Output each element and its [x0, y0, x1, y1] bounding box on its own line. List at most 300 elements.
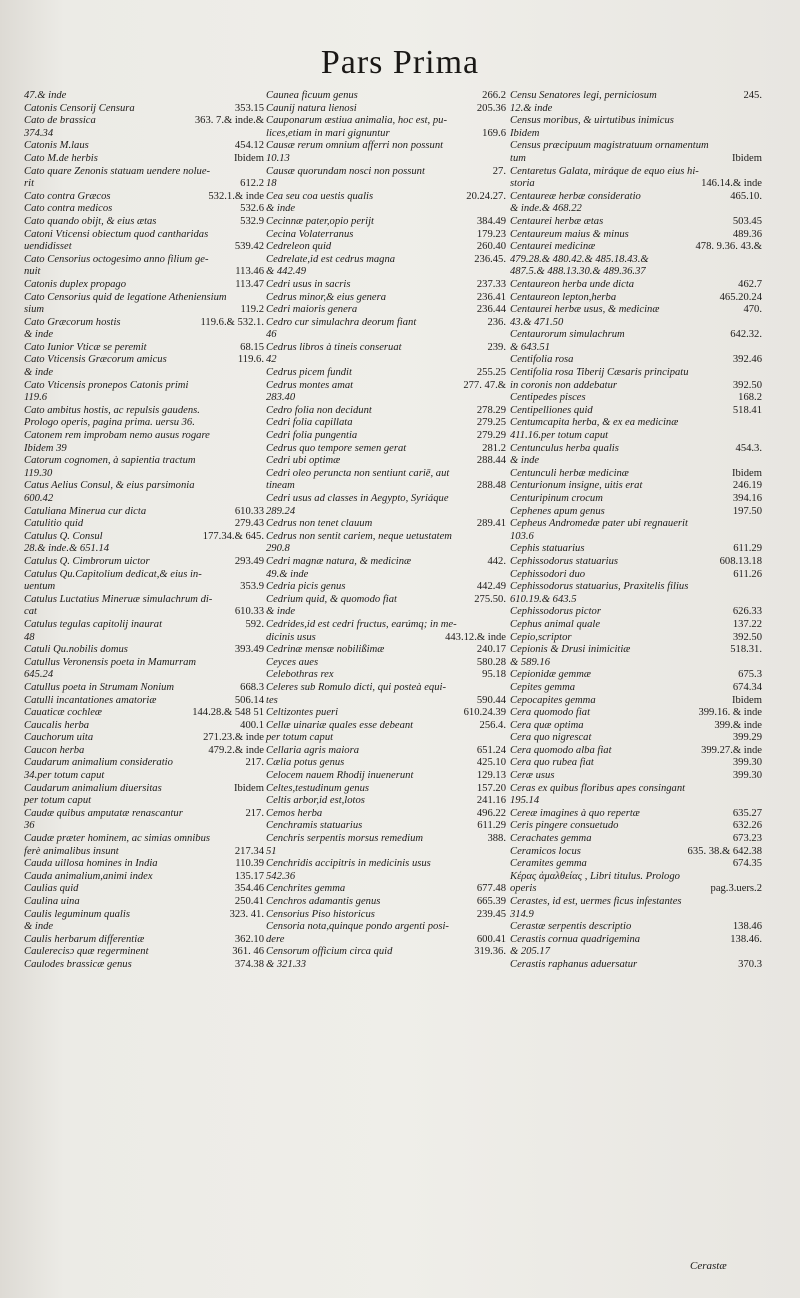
entry-term: & inde	[24, 367, 54, 379]
index-entry	[510, 392, 762, 405]
index-entry	[266, 241, 506, 254]
entry-reference: 592.	[245, 618, 264, 630]
entry-reference: 465.10.	[730, 190, 762, 202]
entry-term: Cato quando obijt, & eius ætas	[24, 215, 157, 227]
entry-term: & inde	[510, 455, 540, 467]
entry-term: Catulus tegulas capitolij inaurat	[24, 618, 163, 630]
index-entry	[266, 883, 506, 896]
entry-term: & inde	[24, 329, 54, 341]
entry-term: Cea seu coa uestis qualis	[266, 190, 374, 202]
entry-term: 314.9	[510, 908, 534, 920]
entry-term: Cedria picis genus	[266, 581, 346, 593]
index-entry	[24, 279, 264, 292]
index-entry	[24, 128, 264, 141]
index-entry	[24, 632, 264, 645]
entry-term: Censu Senatores legi, perniciosum	[510, 90, 657, 101]
entry-reference: Ibidem	[731, 467, 762, 479]
index-entry	[24, 644, 264, 657]
index-entry	[266, 657, 506, 670]
entry-term: & 442.49	[266, 266, 307, 278]
entry-reference: 250.41	[234, 896, 264, 907]
index-entry	[24, 820, 264, 833]
index-entry	[266, 279, 506, 292]
index-entry	[266, 934, 506, 947]
index-entry	[24, 292, 264, 305]
entry-term: tum	[510, 152, 526, 164]
entry-term: Cedrus minor,& eius genera	[266, 291, 387, 303]
index-entry	[510, 229, 762, 242]
entry-term: 46	[266, 329, 277, 341]
entry-term: Ceris pingere consuetudo	[510, 820, 619, 832]
entry-reference: 665.39	[476, 896, 506, 907]
entry-term: Cato Censorius quid de legatione Atheniensium	[24, 291, 227, 303]
entry-term: lices,etiam in mari gignuntur	[266, 127, 390, 139]
index-entry	[24, 342, 264, 355]
index-entry	[266, 820, 506, 833]
index-entry	[24, 770, 264, 783]
entry-reference: 135.17	[234, 870, 264, 882]
entry-term: 42	[266, 354, 277, 366]
entry-reference: 237.33	[476, 278, 506, 290]
index-entry	[24, 531, 264, 544]
index-entry	[266, 745, 506, 758]
entry-term: Cauaticæ cochleæ	[24, 707, 102, 719]
entry-term: Centunculus herba qualis	[510, 442, 619, 454]
index-entry	[266, 946, 506, 959]
entry-term: Celtis arbor,id est,lotos	[266, 795, 365, 807]
index-entry	[24, 178, 264, 191]
entry-reference: 425.10	[476, 757, 506, 769]
index-entry	[24, 153, 264, 166]
entry-term: Cerastis cornua quadrigemina	[510, 933, 641, 945]
entry-reference: 275.50.	[474, 593, 506, 605]
index-entry	[266, 367, 506, 380]
index-entry	[24, 732, 264, 745]
index-entry	[510, 619, 762, 632]
index-entry	[266, 846, 506, 859]
index-entry	[510, 480, 762, 493]
index-entry	[24, 569, 264, 582]
entry-term: per totum caput	[24, 795, 92, 807]
index-entry	[24, 795, 264, 808]
entry-term: Cauda animalium,animi index	[24, 870, 153, 882]
entry-reference: 281.2	[482, 442, 506, 454]
index-entry	[510, 569, 762, 582]
entry-reference: 319.36.	[474, 946, 506, 958]
index-entry	[24, 556, 264, 569]
entry-reference: 256.4.	[479, 719, 506, 731]
entry-term: Cepionidæ gemmæ	[510, 669, 591, 681]
entry-reference: 610.33	[234, 505, 264, 517]
entry-term: Cepio,scriptor	[510, 631, 572, 643]
entry-term: Celeres sub Romulo dicti, qui posteà equi-	[266, 681, 446, 693]
entry-term: Catulus Qu.Capitolium dedicat,& eius in-	[24, 568, 202, 580]
entry-term: Celtes,testudinum genus	[266, 782, 369, 794]
entry-term: Catonem rem improbam nemo ausus rogare	[24, 430, 210, 442]
entry-reference: 169.6	[482, 127, 506, 139]
index-entry	[266, 896, 506, 909]
index-entry	[24, 266, 264, 279]
index-entry	[510, 405, 762, 418]
entry-term: Catulli incantationes amatoriæ	[24, 694, 157, 706]
index-entry	[266, 128, 506, 141]
entry-reference: 157.20	[476, 782, 506, 794]
entry-term: Cedrelate,id est cedrus magna	[266, 253, 396, 265]
index-entry	[510, 216, 762, 229]
index-entry	[24, 140, 264, 153]
index-entry	[24, 203, 264, 216]
entry-term: 600.42	[24, 493, 54, 504]
entry-reference: 392.46	[732, 354, 762, 366]
entry-reference: 470.	[743, 304, 762, 316]
index-entry	[510, 833, 762, 846]
index-entry	[266, 543, 506, 556]
entry-reference: 462.7	[738, 278, 762, 290]
index-entry	[24, 946, 264, 959]
entry-term: Cedri magnæ natura, & medicinæ	[266, 555, 412, 567]
index-entry	[266, 682, 506, 695]
entry-term: Cepites gemma	[510, 681, 576, 693]
entry-reference: 266.2	[482, 90, 506, 101]
index-entry	[266, 783, 506, 796]
entry-term: Centurionum insigne, uitis erat	[510, 480, 643, 492]
entry-reference: 278.29	[476, 404, 506, 416]
index-entry	[24, 430, 264, 443]
entry-reference: 392.50	[732, 631, 762, 643]
entry-term: Catoni Vticensi obiectum quod cantharidas	[24, 228, 209, 240]
index-entry	[510, 342, 762, 355]
entry-term: dicinis usus	[266, 631, 316, 643]
entry-reference: 642.32.	[730, 329, 762, 341]
entry-reference: 673.23	[732, 833, 762, 845]
index-entry	[266, 808, 506, 821]
index-entry	[510, 946, 762, 959]
entry-term: Κέρας ἀμαλθείας , Libri titulus. Prologo	[510, 870, 680, 882]
index-entry	[24, 417, 264, 430]
index-entry	[266, 606, 506, 619]
entry-term: 43.& 471.50	[510, 316, 564, 328]
entry-reference: 532.9	[240, 215, 264, 227]
entry-term: Cera quæ optima	[510, 719, 584, 731]
entry-reference: 399.30	[732, 770, 762, 782]
entry-reference: 399.29	[732, 732, 762, 744]
entry-reference: 580.28	[476, 656, 506, 668]
index-entry	[266, 430, 506, 443]
entry-term: Cephus animal quale	[510, 618, 601, 630]
index-entry	[266, 695, 506, 708]
entry-term: Cato Vticensis Græcorum amicus	[24, 354, 167, 366]
entry-reference: 260.40	[476, 241, 506, 253]
entry-term: 18	[266, 178, 277, 190]
entry-term: Catulus Q. Cimbrorum uictor	[24, 555, 150, 567]
entry-term: 610.19.& 643.5	[510, 593, 577, 605]
index-entry	[266, 632, 506, 645]
entry-term: & 589.16	[510, 656, 551, 668]
entry-term: Cera quo nigrescat	[510, 732, 592, 744]
index-entry	[266, 506, 506, 519]
entry-term: Ceyces aues	[266, 656, 319, 668]
index-entry	[510, 745, 762, 758]
entry-term: Prologo operis, pagina prima. uersu 36.	[24, 417, 195, 429]
entry-term: Cedri oleo peruncta non sentiunt cariē, aut	[266, 467, 450, 479]
entry-reference: 374.38	[234, 958, 264, 970]
entry-reference: 361. 46	[232, 946, 264, 958]
index-entry	[24, 229, 264, 242]
index-entry	[510, 329, 762, 342]
index-entry	[266, 569, 506, 582]
entry-term: Cedrium quid, & quomodo fiat	[266, 593, 397, 605]
entry-term: Centaureum maius & minus	[510, 228, 629, 240]
index-entry	[510, 417, 762, 430]
entry-term: Ibidem	[510, 127, 540, 139]
index-entry	[24, 254, 264, 267]
entry-reference: 532.1.& inde	[208, 190, 264, 202]
index-entry	[24, 934, 264, 947]
entry-reference: 138.46	[732, 921, 762, 933]
index-entry	[24, 833, 264, 846]
entry-reference: Ibidem	[731, 152, 762, 164]
entry-term: Ceræ usus	[510, 770, 555, 782]
entry-term: Censoria nota,quinque pondo argenti posi-	[266, 921, 449, 933]
index-entry	[266, 581, 506, 594]
entry-reference: 289.41	[476, 518, 506, 530]
index-entry	[510, 266, 762, 279]
entry-term: Cedrus montes amat	[266, 379, 354, 391]
entry-reference: 442.	[487, 555, 506, 567]
index-column-3	[510, 90, 762, 972]
entry-term: & inde	[266, 606, 296, 618]
index-entry	[266, 317, 506, 330]
entry-reference: 240.17	[476, 644, 506, 656]
entry-term: Centaureon lepton,herba	[510, 291, 617, 303]
entry-reference: 239.45	[476, 908, 506, 920]
entry-term: Cato quare Zenonis statuam uendere nolue-	[24, 165, 211, 177]
index-entry	[510, 921, 762, 934]
index-entry	[510, 556, 762, 569]
entry-reference: 496.22	[476, 807, 506, 819]
index-entry	[24, 329, 264, 342]
entry-term: Caulis herbarum differentiæ	[24, 933, 145, 945]
entry-term: tes	[266, 694, 278, 706]
entry-term: 10.13	[266, 152, 290, 164]
index-entry	[266, 140, 506, 153]
index-entry	[510, 858, 762, 871]
index-entry	[510, 166, 762, 179]
index-entry	[510, 543, 762, 556]
entry-term: Cauchorum uita	[24, 732, 94, 744]
index-entry	[24, 367, 264, 380]
entry-reference: 245.	[743, 90, 762, 101]
index-entry	[510, 883, 762, 896]
entry-reference: 506.14	[234, 694, 264, 706]
entry-reference: 197.50	[732, 505, 762, 517]
index-entry	[266, 468, 506, 481]
entry-reference: 205.36	[476, 102, 506, 114]
entry-term: Centaureon herba unde dicta	[510, 278, 635, 290]
entry-reference: 246.19	[732, 480, 762, 492]
entry-reference: 129.13	[476, 770, 506, 782]
index-entry	[24, 896, 264, 909]
index-entry	[24, 493, 264, 506]
entry-reference: 674.34	[732, 681, 762, 693]
index-entry	[510, 115, 762, 128]
entry-reference: 651.24	[476, 744, 506, 756]
entry-term: Centaurorum simulachrum	[510, 329, 625, 341]
entry-term: Cephissodori duo	[510, 568, 586, 580]
entry-reference: 388.	[487, 833, 506, 845]
entry-term: 28.& inde.& 651.14	[24, 543, 110, 555]
entry-term: Cecinnæ pater,opio perijt	[266, 215, 374, 227]
entry-term: 195.14	[510, 795, 540, 807]
entry-term: Centaurei herbæ usus, & medicinæ	[510, 304, 660, 316]
entry-reference: 635. 38.& 642.38	[687, 845, 762, 857]
entry-term: Cedro cur simulachra deorum fiant	[266, 316, 417, 328]
index-entry	[24, 354, 264, 367]
entry-reference: 168.2	[738, 392, 762, 404]
index-entry	[266, 795, 506, 808]
index-entry	[24, 669, 264, 682]
index-entry	[510, 808, 762, 821]
entry-reference: 489.36	[732, 228, 762, 240]
index-entry	[510, 820, 762, 833]
index-entry	[510, 367, 762, 380]
index-entry	[510, 317, 762, 330]
index-entry	[24, 506, 264, 519]
index-entry	[24, 808, 264, 821]
entry-term: Cedrus non tenet clauum	[266, 518, 373, 530]
entry-reference: 611.29	[477, 820, 506, 832]
index-entry	[510, 153, 762, 166]
entry-reference: 239.	[487, 341, 506, 353]
entry-term: per totum caput	[266, 732, 334, 744]
index-entry	[266, 921, 506, 934]
entry-term: Census præcipuum magistratuum ornamentum	[510, 140, 709, 152]
entry-reference: 179.23	[476, 228, 506, 240]
entry-reference: 323. 41.	[229, 908, 264, 920]
index-entry	[24, 619, 264, 632]
index-entry	[266, 480, 506, 493]
index-entry	[24, 216, 264, 229]
entry-reference: 399.30	[732, 757, 762, 769]
entry-term: Catuliana Minerua cur dicta	[24, 505, 147, 517]
entry-term: & 321.33	[266, 958, 307, 970]
entry-term: Centaurei medicinæ	[510, 241, 596, 253]
index-entry	[266, 493, 506, 506]
index-entry	[266, 191, 506, 204]
entry-term: 119.30	[24, 467, 53, 479]
index-entry	[266, 619, 506, 632]
entry-term: 34.per totum caput	[24, 770, 105, 782]
entry-reference: Ibidem	[731, 694, 762, 706]
entry-term: 49.& inde	[266, 568, 309, 580]
index-entry	[266, 380, 506, 393]
entry-term: 290.8	[266, 543, 290, 555]
entry-reference: 110.39	[235, 858, 264, 870]
index-entry	[510, 380, 762, 393]
entry-term: Cedri usus in sacris	[266, 278, 351, 290]
entry-reference: pag.3.uers.2	[710, 883, 762, 895]
page-title: Pars Prima	[320, 44, 480, 81]
index-entry	[510, 732, 762, 745]
index-entry	[510, 682, 762, 695]
index-entry	[510, 795, 762, 808]
entry-term: & inde.& 468.22	[510, 203, 582, 215]
entry-term: Cera quomodo fiat	[510, 707, 591, 719]
index-entry	[266, 443, 506, 456]
index-entry	[24, 543, 264, 556]
entry-term: Ibidem 39	[24, 442, 67, 454]
index-entry	[510, 846, 762, 859]
index-entry	[24, 581, 264, 594]
index-entry	[24, 191, 264, 204]
index-entry	[24, 657, 264, 670]
index-entry	[266, 518, 506, 531]
entry-term: Celocem nauem Rhodij inuenerunt	[266, 770, 414, 782]
entry-reference: 95.18	[482, 669, 506, 681]
entry-term: Cedrides,id est cedri fructus, earúmq; in me-	[266, 618, 457, 630]
entry-reference: 394.16	[732, 493, 762, 504]
index-entry	[266, 216, 506, 229]
index-entry	[266, 770, 506, 783]
entry-term: Cato ambitus hostis, ac repulsis gaudens.	[24, 404, 200, 416]
index-entry	[510, 90, 762, 103]
entry-reference: 465.20.24	[719, 291, 762, 303]
index-entry	[24, 682, 264, 695]
index-entry	[266, 669, 506, 682]
index-entry	[24, 241, 264, 254]
index-entry	[510, 254, 762, 267]
index-entry	[24, 405, 264, 418]
entry-reference: 277. 47.&	[463, 379, 506, 391]
index-entry	[266, 720, 506, 733]
index-entry	[510, 657, 762, 670]
entry-term: Cedrus quo tempore semen gerat	[266, 442, 407, 454]
index-entry	[266, 229, 506, 242]
index-column-2	[266, 90, 506, 972]
index-entry	[510, 531, 762, 544]
entry-term: uendidisset	[24, 241, 72, 253]
entry-term: Centuripinum crocum	[510, 493, 603, 504]
catchword: Cerastæ	[690, 1260, 727, 1272]
entry-term: Cerachates gemma	[510, 833, 592, 845]
entry-reference: 217.	[245, 757, 264, 769]
entry-term: Centaureæ herbæ consideratio	[510, 190, 641, 202]
entry-reference: 279.43	[234, 518, 264, 530]
entry-reference: 68.15	[240, 341, 264, 353]
entry-term: 36	[24, 820, 35, 832]
index-entry	[24, 858, 264, 871]
index-entry	[266, 292, 506, 305]
index-entry	[266, 732, 506, 745]
index-entry	[24, 883, 264, 896]
index-entry	[24, 606, 264, 619]
entry-reference: 610.33	[234, 606, 264, 618]
index-entry	[510, 896, 762, 909]
entry-term: 374.34	[24, 127, 54, 139]
entry-term: & 643.51	[510, 341, 551, 353]
entry-term: Cato de brassica	[24, 115, 96, 127]
index-entry	[510, 783, 762, 796]
entry-term: Catonis duplex propago	[24, 278, 127, 290]
entry-reference: 288.44	[476, 455, 506, 467]
index-entry	[510, 707, 762, 720]
entry-reference: 608.13.18	[719, 555, 762, 567]
index-entry	[510, 241, 762, 254]
entry-term: 487.5.& 488.13.30.& 489.36.37	[510, 266, 646, 278]
index-entry	[24, 443, 264, 456]
entry-term: dere	[266, 933, 285, 945]
entry-term: Cedrinæ mensæ nobilißimæ	[266, 644, 385, 656]
